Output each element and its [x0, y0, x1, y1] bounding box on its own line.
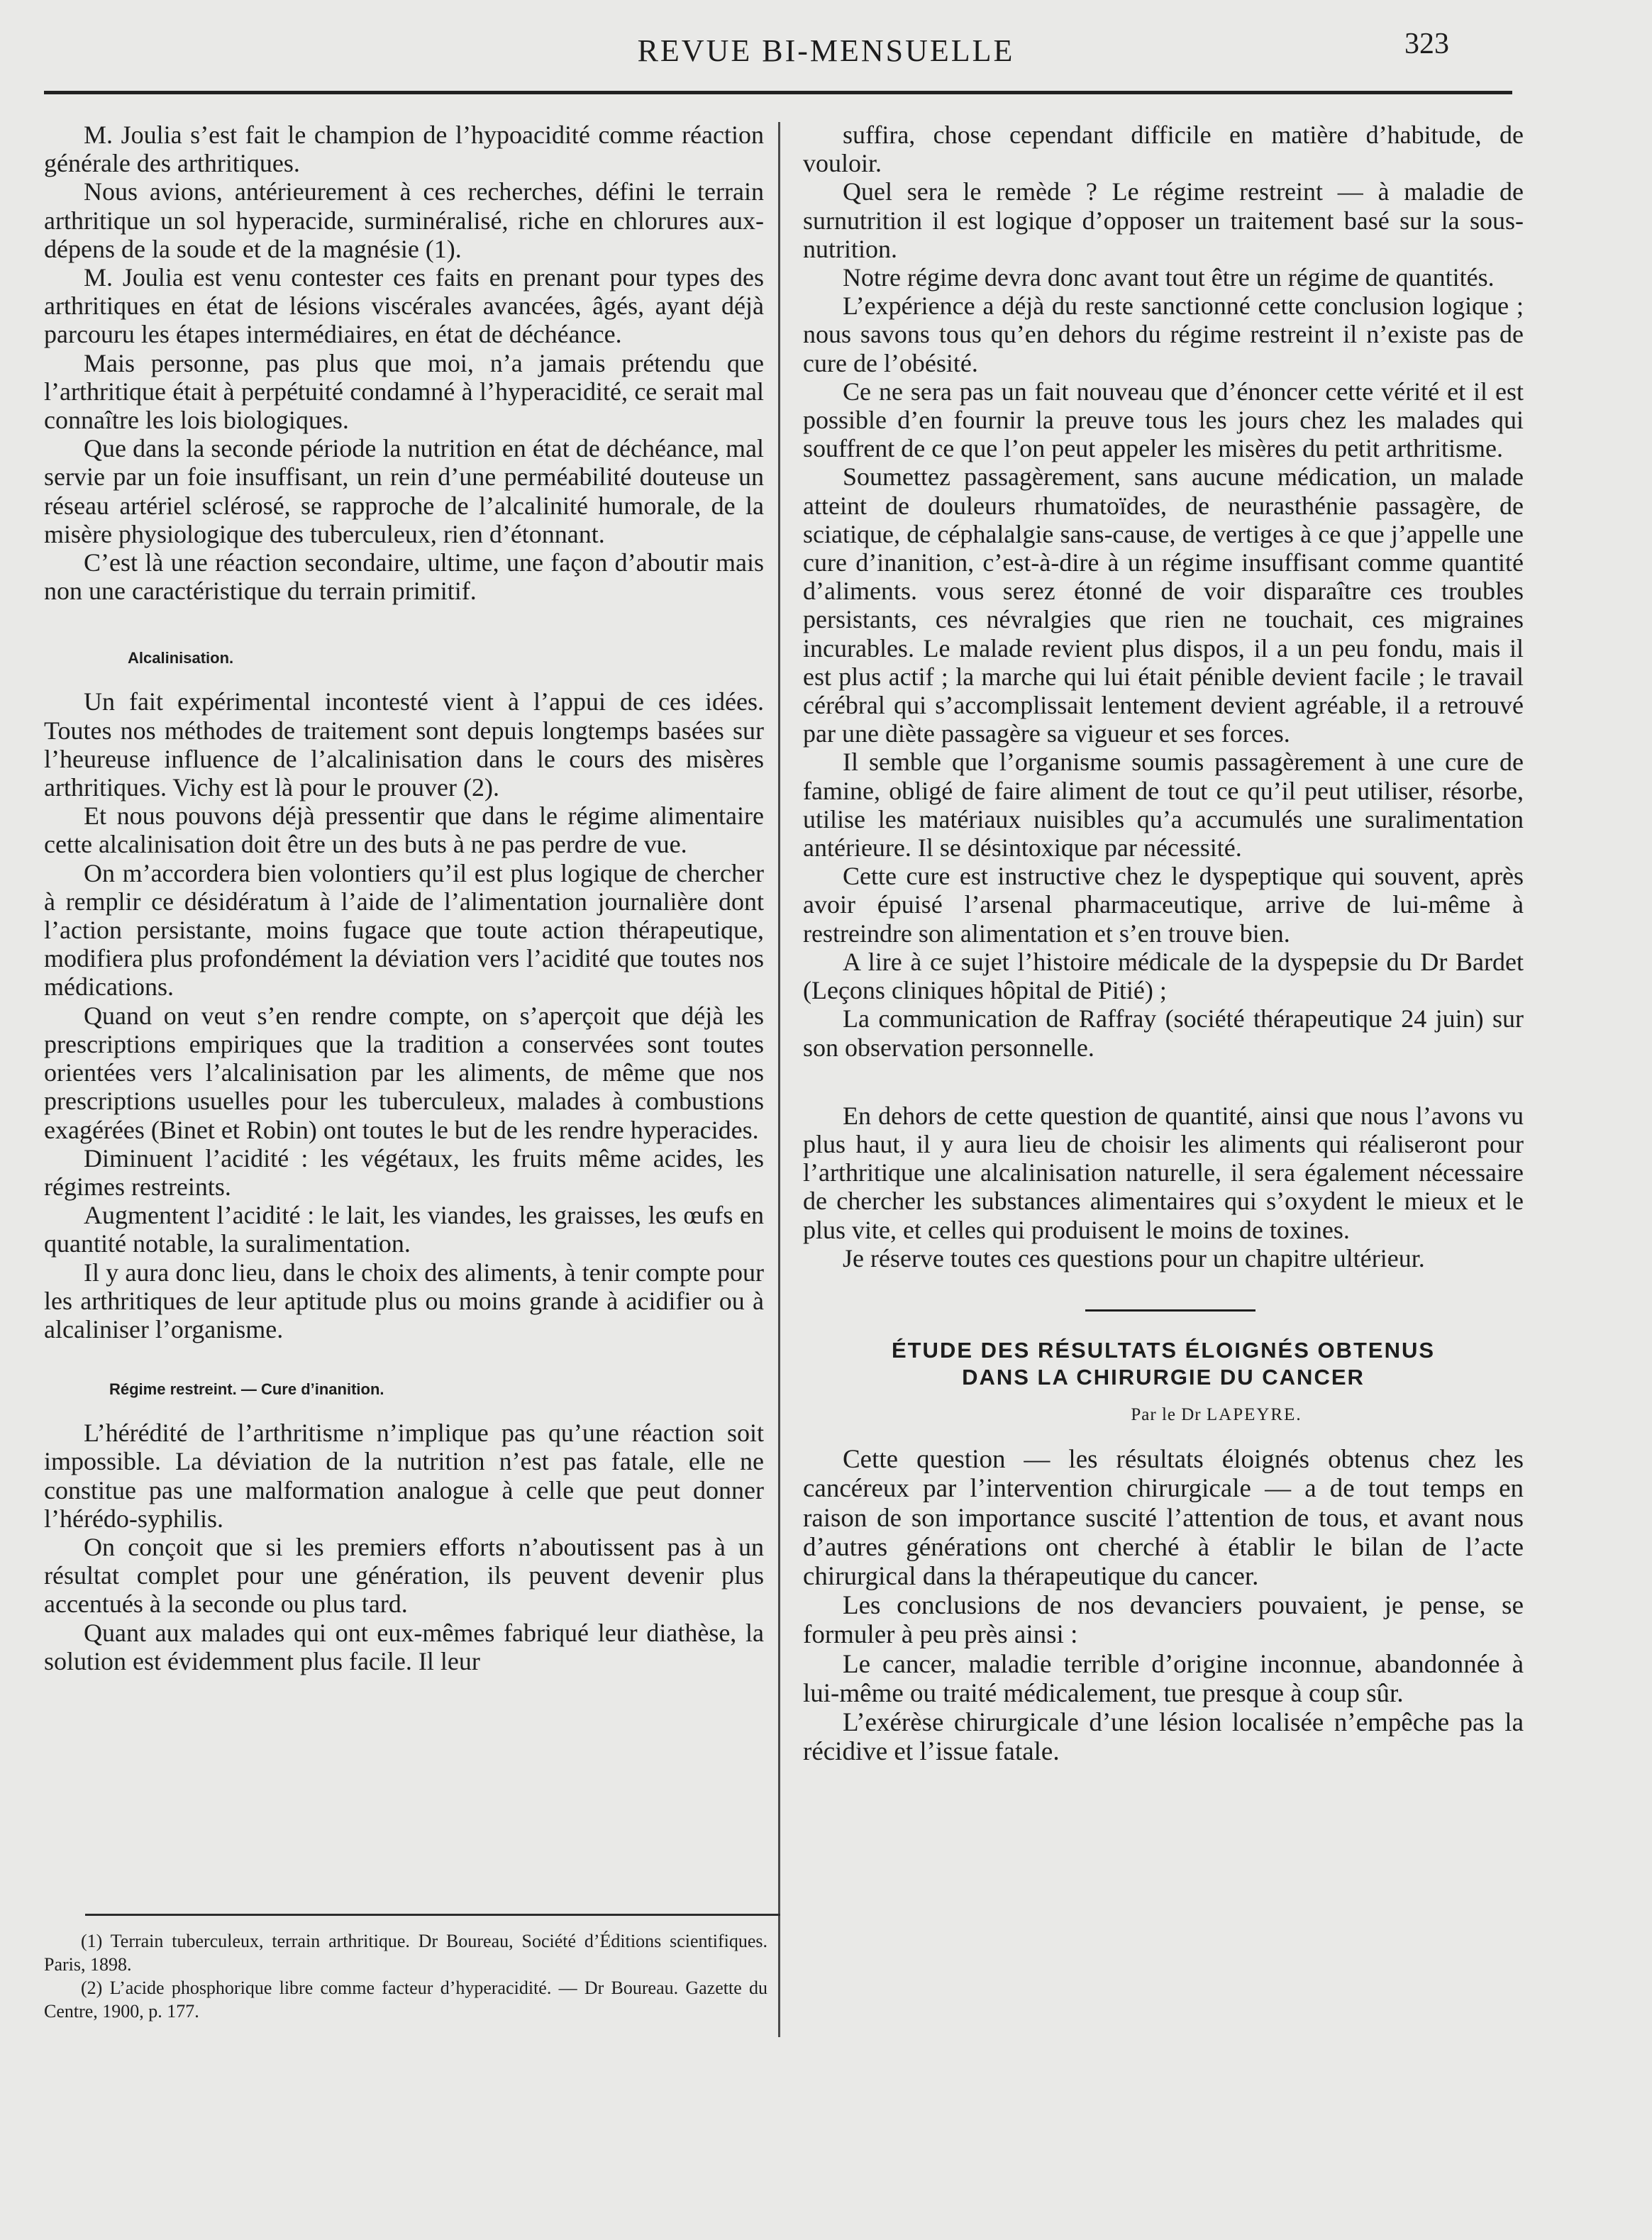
paragraph: Augmentent l’acidité : le lait, les viandes, les graisses, les œufs en quantité notable, la suralimentation. — [44, 1201, 764, 1258]
column-divider — [778, 122, 780, 2037]
paragraph: En dehors de cette question de quantité, ainsi que nous l’avons vu plus haut, il y aura lieu de choisir les aliments qui réaliseront pour l’arthritique une alcalinisation naturelle, il sera également nécessaire de chercher les substances alimentaires qui s’oxydent le mieux et le plus vite, et celles qui produisent le moins de toxines. — [803, 1101, 1524, 1244]
paragraph: L’hérédité de l’arthritisme n’implique pas qu’une réaction soit impossible. La déviation de la nutrition n’est pas fatale, elle ne constitue pas une malformation analogue à celle que peut donner l’hérédo-syphilis. — [44, 1419, 764, 1533]
paragraph: Nous avions, antérieurement à ces recherches, défini le terrain arthritique un sol hyperacide, surminéralisé, riche en chlorures aux-dépens de la soude et de la magnésie (1). — [44, 177, 764, 263]
paragraph: L’exérèse chirurgicale d’une lésion localisée n’empêche pas la récidive et l’issue fatale. — [803, 1707, 1524, 1767]
spacer — [803, 1062, 1524, 1102]
paragraph: Que dans la seconde période la nutrition en état de déchéance, mal servie par un foie insuffisant, un rein d’une perméabilité douteuse un réseau artériel sclérosé, se rapproche de l’alcalinité humorale, de la misère physiologique des tuberculeux, rien d’étonnant. — [44, 434, 764, 548]
footnote: (1) Terrain tuberculeux, terrain arthritique. Dr Boureau, Société d’Éditions scientifiques. Paris, 1898. — [44, 1931, 767, 1975]
paragraph: Soumettez passagèrement, sans aucune médication, un malade atteint de douleurs rhumatoïdes, de neurasthénie passagère, de sciatique, de céphalalgie sans-cause, de vertiges à ce que j’appelle une cure d’inanition, c’est-à-dire à un régime insuffisant comme quantité d’aliments. vous serez étonné de voir disparaître ces troubles persistants, ces névralgies que rien ne touchait, ces migraines incurables. Le malade revient plus dispos, il a un peu fondu, mais il est plus actif ; la marche qui lui était pénible devient facile ; le travail cérébral qui s’accomplissait lentement devient agréable, il a retrouvé par une diète passagère sa vigueur et ses forces. — [803, 462, 1524, 748]
paragraph: Quant aux malades qui ont eux-mêmes fabriqué leur diathèse, la solution est évidemment plus facile. Il leur — [44, 1618, 764, 1675]
paragraph: Quand on veut s’en rendre compte, on s’aperçoit que déjà les prescriptions empiriques que la tradition a conservées sont toutes orientées vers l’alcalinisation par les aliments, de même que nos prescriptions usuelles pour les tuberculeux, malades à combustions exagérées (Binet et Robin) ont toutes le but de les rendre hyperacides. — [44, 1001, 764, 1144]
paragraph: Cette cure est instructive chez le dyspeptique qui souvent, après avoir épuisé l’arsenal pharmaceutique, arrive de lui-même à restreindre son alimentation et s’en trouve bien. — [803, 862, 1524, 948]
section-heading-alcalinisation: Alcalinisation. — [128, 649, 234, 667]
paragraph: C’est là une réaction secondaire, ultime, une façon d’aboutir mais non une caractéristique du terrain primitif. — [44, 548, 764, 606]
paragraph: Un fait expérimental incontesté vient à l’appui de ces idées. Toutes nos méthodes de traitement sont depuis longtemps basées sur l’heureuse influence de l’alcalinisation dans le cours des misères arthritiques. Vichy est là pour le prouver (2). — [44, 687, 764, 802]
paragraph: Il semble que l’organisme soumis passagèrement à une cure de famine, obligé de faire aliment de tout ce qu’il peut utiliser, résorbe, utilise les matériaux nuisibles qu’a accumulés une suralimentation antérieure. Il se désintoxique par nécessité. — [803, 748, 1524, 863]
paragraph: L’expérience a déjà du reste sanctionné cette conclusion logique ; nous savons tous qu’en dehors du régime restreint il n’existe pas de cure de l’obésité. — [803, 292, 1524, 377]
paragraph: A lire à ce sujet l’histoire médicale de la dyspepsie du Dr Bardet (Leçons cliniques hôpital de Pitié) ; — [803, 947, 1524, 1005]
byline-prefix: Par le Dr — [1131, 1404, 1202, 1424]
paragraph: Cette question — les résultats éloignés obtenus chez les cancéreux par l’intervention chirurgicale — a de tout temps en raison de son importance suscité l’attention de tous, et avant nous d’autres générations ont cherché à établir le bilan de l’acte chirurgical dans la thérapeutique du cancer. — [803, 1445, 1524, 1591]
paragraph: M. Joulia s’est fait le champion de l’hypoacidité comme réaction générale des arthritiques. — [44, 121, 764, 178]
paragraph: On conçoit que si les premiers efforts n’aboutissent pas à un résultat complet pour une génération, ils peuvent devenir plus accentués à la seconde ou plus tard. — [44, 1532, 764, 1619]
footnotes — [44, 1929, 767, 2023]
left-column — [44, 121, 764, 1675]
section-heading-regime: Régime restreint. — Cure d’inanition. — [109, 1380, 384, 1399]
paragraph: On m’accordera bien volontiers qu’il est plus logique de chercher à remplir ce désidératum à l’aide de l’alimentation journalière dont l’action persistante, moins fugace que toute action thérapeutique, modifiera plus profondément la déviation vers l’acidité que toutes nos médications. — [44, 858, 764, 1002]
footnote: (2) L’acide phosphorique libre comme facteur d’hyperacidité. — Dr Boureau. Gazette du Centre, 1900, p. 177. — [44, 1978, 767, 2022]
paragraph: M. Joulia est venu contester ces faits en prenant pour types des arthritiques en état de lésions viscérales avancées, âgés, ayant déjà parcouru les étapes intermédiaires, en état de déchéance. — [44, 263, 764, 349]
paragraph: Les conclusions de nos devanciers pouvaient, je pense, se formuler à peu près ainsi : — [803, 1591, 1524, 1650]
article-title-line-2: DANS LA CHIRURGIE DU CANCER — [962, 1364, 1365, 1390]
paragraph: Il y aura donc lieu, dans le choix des aliments, à tenir compte pour les arthritiques de leur aptitude plus ou moins grande à acidifier ou à alcaliniser l’organisme. — [44, 1258, 764, 1343]
paragraph: Quel sera le remède ? Le régime restreint — à maladie de surnutrition il est logique d’opposer un traitement basé sur la sous-nutrition. — [803, 177, 1524, 263]
paragraph: Je réserve toutes ces questions pour un chapitre ultérieur. — [843, 1243, 1425, 1273]
paragraph: Notre régime devra donc avant tout être un régime de quantités. — [843, 263, 1495, 292]
paragraph: La communication de Raffray (société thérapeutique 24 juin) sur son observation personnelle. — [803, 1004, 1524, 1062]
byline-author: LAPEYRE. — [1206, 1404, 1302, 1424]
right-column — [803, 121, 1524, 1766]
paragraph: suffira, chose cependant difficile en matière d’habitude, de vouloir. — [803, 121, 1524, 178]
article-title-line-1: ÉTUDE DES RÉSULTATS ÉLOIGNÉS OBTENUS — [891, 1337, 1436, 1363]
footnote-rule — [85, 1914, 780, 1916]
paragraph: Ce ne sera pas un fait nouveau que d’énoncer cette vérité et il est possible d’en fournir la preuve tous les jours chez les malades qui souffrent de ce que l’on peut appeler les misères du petit arthritisme. — [803, 377, 1524, 463]
paragraph: Le cancer, maladie terrible d’origine inconnue, abandonnée à lui-même ou traité médicalement, tue presque à coup sûr. — [803, 1649, 1524, 1708]
article-byline — [909, 1401, 1524, 1429]
paragraph: Mais personne, pas plus que moi, n’a jamais prétendu que l’arthritique était à perpétuité condamné à l’hyperacidité, ce serait mal connaître les lois biologiques. — [44, 348, 764, 435]
page-number: 323 — [1404, 28, 1449, 60]
article-separator-rule — [1085, 1309, 1255, 1312]
paragraph: Et nous pouvons déjà pressentir que dans le régime alimentaire cette alcalinisation doit être un des buts à ne pas perdre de vue. — [44, 802, 764, 859]
journal-title: REVUE BI-MENSUELLE — [637, 33, 1015, 68]
paragraph: Diminuent l’acidité : les végétaux, les fruits même acides, les régimes restreints. — [44, 1143, 764, 1201]
header-rule — [44, 91, 1512, 94]
